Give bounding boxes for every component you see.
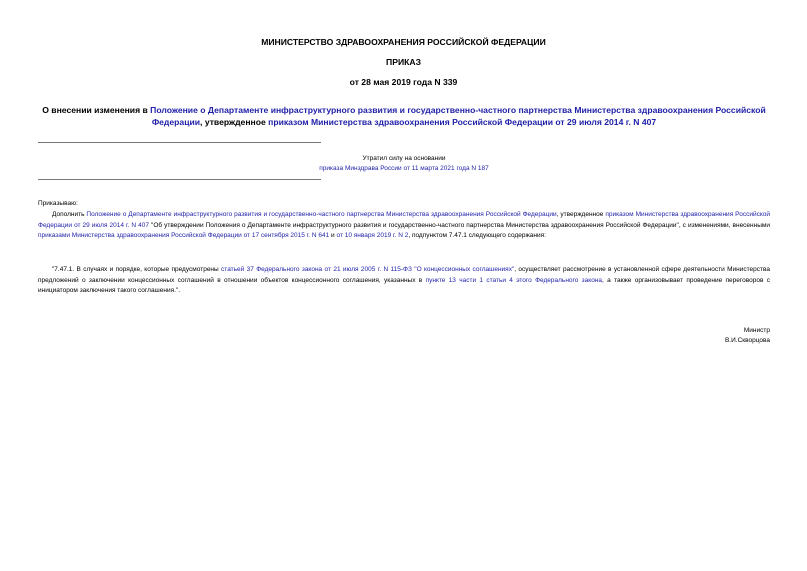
status-note-link[interactable]: приказа Минздрава России от 11 марта 2021 года N 187 — [319, 165, 489, 172]
p1-text-d: и — [329, 232, 337, 239]
p1-text-b: , утвержденное — [556, 211, 606, 218]
p1-text-c: "Об утверждении Положения о Департаменте инфраструктурного развития и государственно-частного партнерства Министерства здравоохранения Российской Федерации", с изменениями, внесенными — [148, 221, 770, 229]
title-middle: , утвержденное — [200, 117, 269, 127]
document-date-number: от 28 мая 2019 года N 339 — [349, 77, 458, 87]
document-title — [40, 104, 768, 128]
p1-link-regulation[interactable]: Положение о Департаменте инфраструктурного развития и государственно-частного партнерства Министерства здравоохранения Российской Федерации — [86, 211, 557, 218]
title-prefix: О внесении изменения в — [42, 105, 151, 115]
document-type: ПРИКАЗ — [386, 57, 421, 67]
p1-link-order-2[interactable]: от 10 января 2019 г. N 2 — [336, 232, 409, 239]
order-word: Приказываю: — [38, 200, 78, 207]
p1-link-order-641[interactable]: приказами Министерства здравоохранения Российской Федерации от 17 сентября 2015 г. N 641 — [38, 232, 330, 239]
quote-text-b: , осуществляет рассмотрение в установленной сфере деятельности Министерства предложений о заключении концессионных соглашений в отношении объектов концессионного соглашения, указанных в — [38, 266, 770, 284]
divider-top — [38, 142, 321, 143]
quote-text-a: "7.47.1. В случаях и порядке, которые предусмотрены — [52, 266, 222, 273]
title-link-order[interactable]: приказом Министерства здравоохранения Российской Федерации от 29 июля 2014 г. N 407 — [268, 117, 657, 127]
signature-name: В.И.Скворцова — [724, 337, 770, 344]
ministry-heading: МИНИСТЕРСТВО ЗДРАВООХРАНЕНИЯ РОССИЙСКОЙ ФЕДЕРАЦИИ — [261, 37, 546, 47]
paragraph-main — [38, 210, 770, 242]
divider-bottom — [38, 179, 321, 180]
quote-link-article-37[interactable]: статьей 37 Федерального закона от 21 июля 2005 г. N 115-ФЗ "О концессионных соглашениях" — [221, 266, 515, 273]
p1-link-order-407[interactable]: приказом Министерства здравоохранения Российской Федерации от 29 июля 2014 г. N 407 — [38, 211, 771, 229]
paragraph-quote — [38, 265, 770, 297]
quote-link-article-4[interactable]: пункте 13 части 1 статьи 4 этого Федерального закона — [425, 276, 603, 284]
p1-text-e: , подпунктом 7.47.1 следующего содержания: — [408, 232, 546, 239]
title-link-regulation[interactable]: Положение о Департаменте инфраструктурного развития и государственно-частного партнерства Министерства здравоохранения Российской Федерации — [150, 105, 766, 127]
p1-text-a: Дополнить — [52, 211, 87, 218]
status-note-text: Утратил силу на основании — [362, 155, 446, 162]
quote-text-c: , а также организовывает проведение переговоров с инициатором заключения такого соглашения.". — [38, 276, 770, 294]
signature-title: Министр — [743, 327, 770, 334]
status-note-line2 — [38, 165, 770, 172]
